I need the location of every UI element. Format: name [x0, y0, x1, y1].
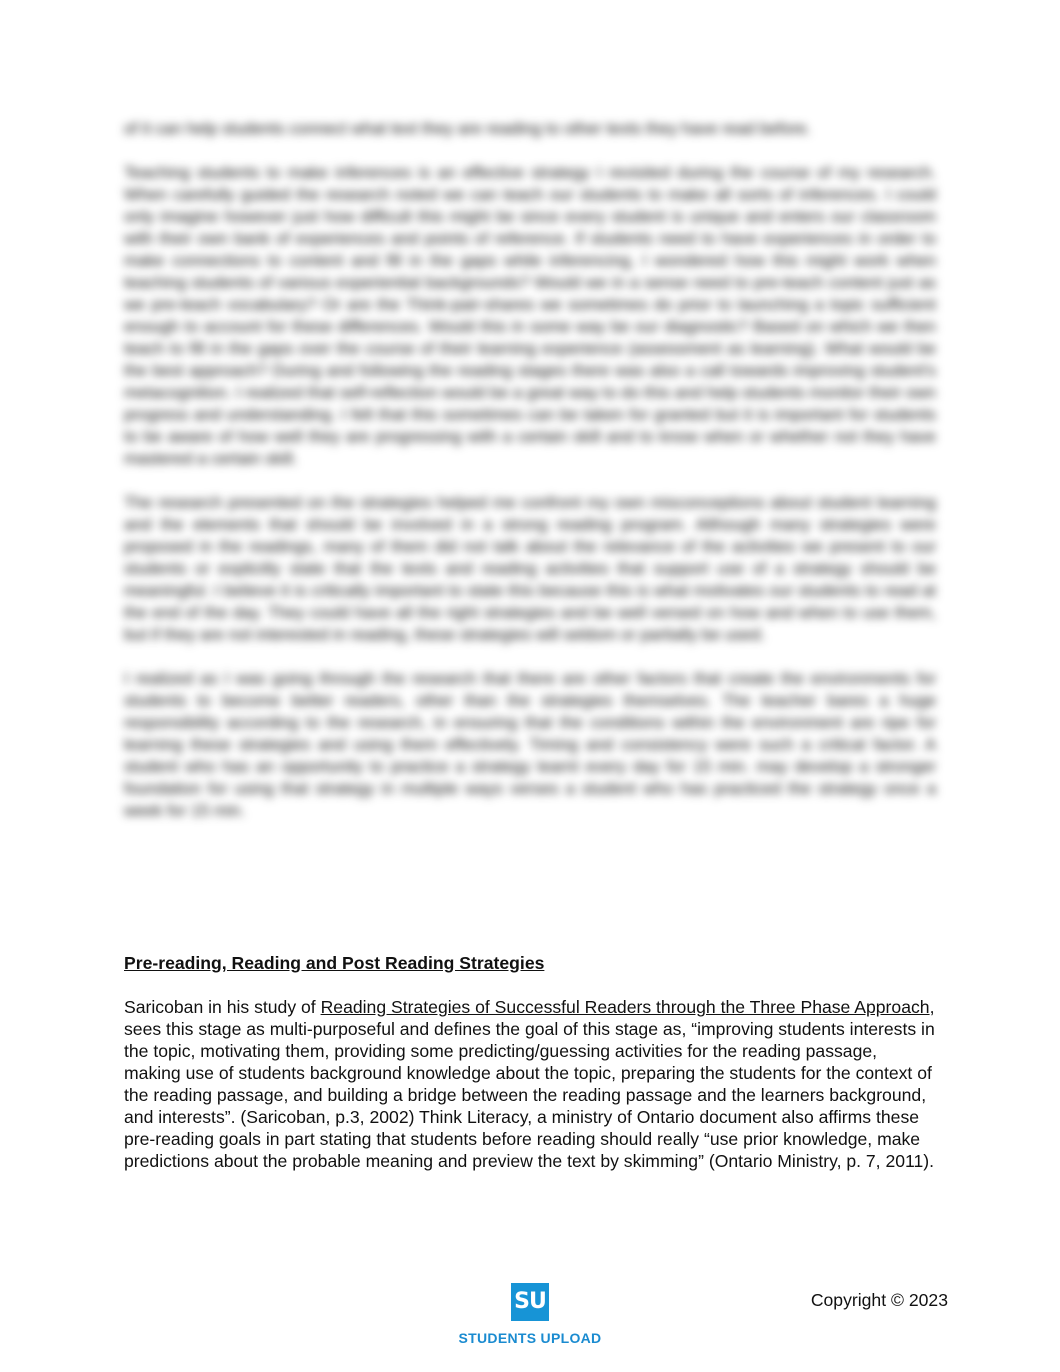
blurred-paragraph: of it can help students connect what text they are reading to other texts they have read before.	[124, 120, 812, 138]
blurred-preview-text	[124, 118, 936, 844]
body-paragraph	[124, 996, 936, 1172]
blurred-paragraph: I realized as I was going through the research that there are other factors that create the environments for students to become better readers, other than the strategies themselves. The teacher bares a huge responsibility according to the research, in ensuring that the conditions within the environment are ripe for learning these strategies and using them effectively. Timing and consistency were such a critical factor. A student who has an opportunity to practice a strategy learnt every day for 15 min. may develop a stronger foundation for using that strategy in multiple ways verses a student who has practiced the strategy once a week for 15 min.	[124, 670, 936, 820]
section-heading: Pre-reading, Reading and Post Reading Strategies	[124, 953, 545, 973]
blurred-paragraph: Teaching students to make inferences is an effective strategy I revisited during the course of my research. When carefully guided the research noted we can teach our students to make all sorts of inferences. I could only imagine however just how difficult this might be since every student is unique and enters our classroom with their own bank of experiences and points of reference. If students need to have experiences in order to make connections to content and fill in the gaps while inferencing, I wondered how this might work when teaching students of various experiential backgrounds? Would we in a sense need to pre-teach content just as we pre-teach vocabulary? Or are the Think-pair-shares we sometimes do prior to launching a topic sufficient enough to account for these differences. Would this in some way be our diagnostic? Based on which we then teach to fill in the gaps over the course of their learning experience (assessment as learning). What would be the best approach? During and following the reading stages there was also a call towards improving student's metacognition. I realized that self-reflection would be a great way to do this and help students monitor their own progress and understanding. I felt that this sometimes can be taken for granted but it is important for students to be aware of how well they are progressing with a certain skill and to know when or whether not they have mastered a certain skill.	[124, 164, 936, 468]
students-upload-logo	[453, 1283, 607, 1346]
blurred-paragraph: The research presented on the strategies helped me confront my own misconceptions about student learning and the elements that should be involved in a strong reading program. Although many strategies were proposed in the readings, many of them did not talk about the relevance of the activities we present to our students or explicitly state that the texts and reading activities that support use of a strategy should be meaningful. I believe it is critically important to state this because this is what motivates our students to read at the end of the day. They could have all the right strategies and be well versed on how and when to use them, but if they are not interested in reading, these strategies will seldom or partially be used.	[124, 494, 936, 644]
logo-text: STUDENTS UPLOAD	[458, 1330, 602, 1346]
study-title: Reading Strategies of Successful Readers through the Three Phase Approach	[320, 997, 930, 1017]
paragraph-start: Saricoban in his study of	[124, 997, 321, 1017]
logo-icon: SU	[511, 1283, 549, 1321]
paragraph-rest: , sees this stage as multi-purposeful and defines the goal of this stage as, “improving students interests in the topic, motivating them, providing some predicting/guessing activities for the reading passage, making use of students background knowledge about the topic, preparing the students for the context of the reading passage, and building a bridge between the reading passage and the learners background, and interests”. (Saricoban, p.3, 2002) Think Literacy, a ministry of Ontario document also affirms these pre-reading goals in part stating that students before reading should really “use prior knowledge, make predictions about the probable meaning and preview the text by skimming” (Ontario Ministry, p. 7, 2011).	[124, 997, 935, 1171]
visible-section	[124, 952, 936, 1172]
copyright-notice: Copyright © 2023	[810, 1290, 948, 1310]
